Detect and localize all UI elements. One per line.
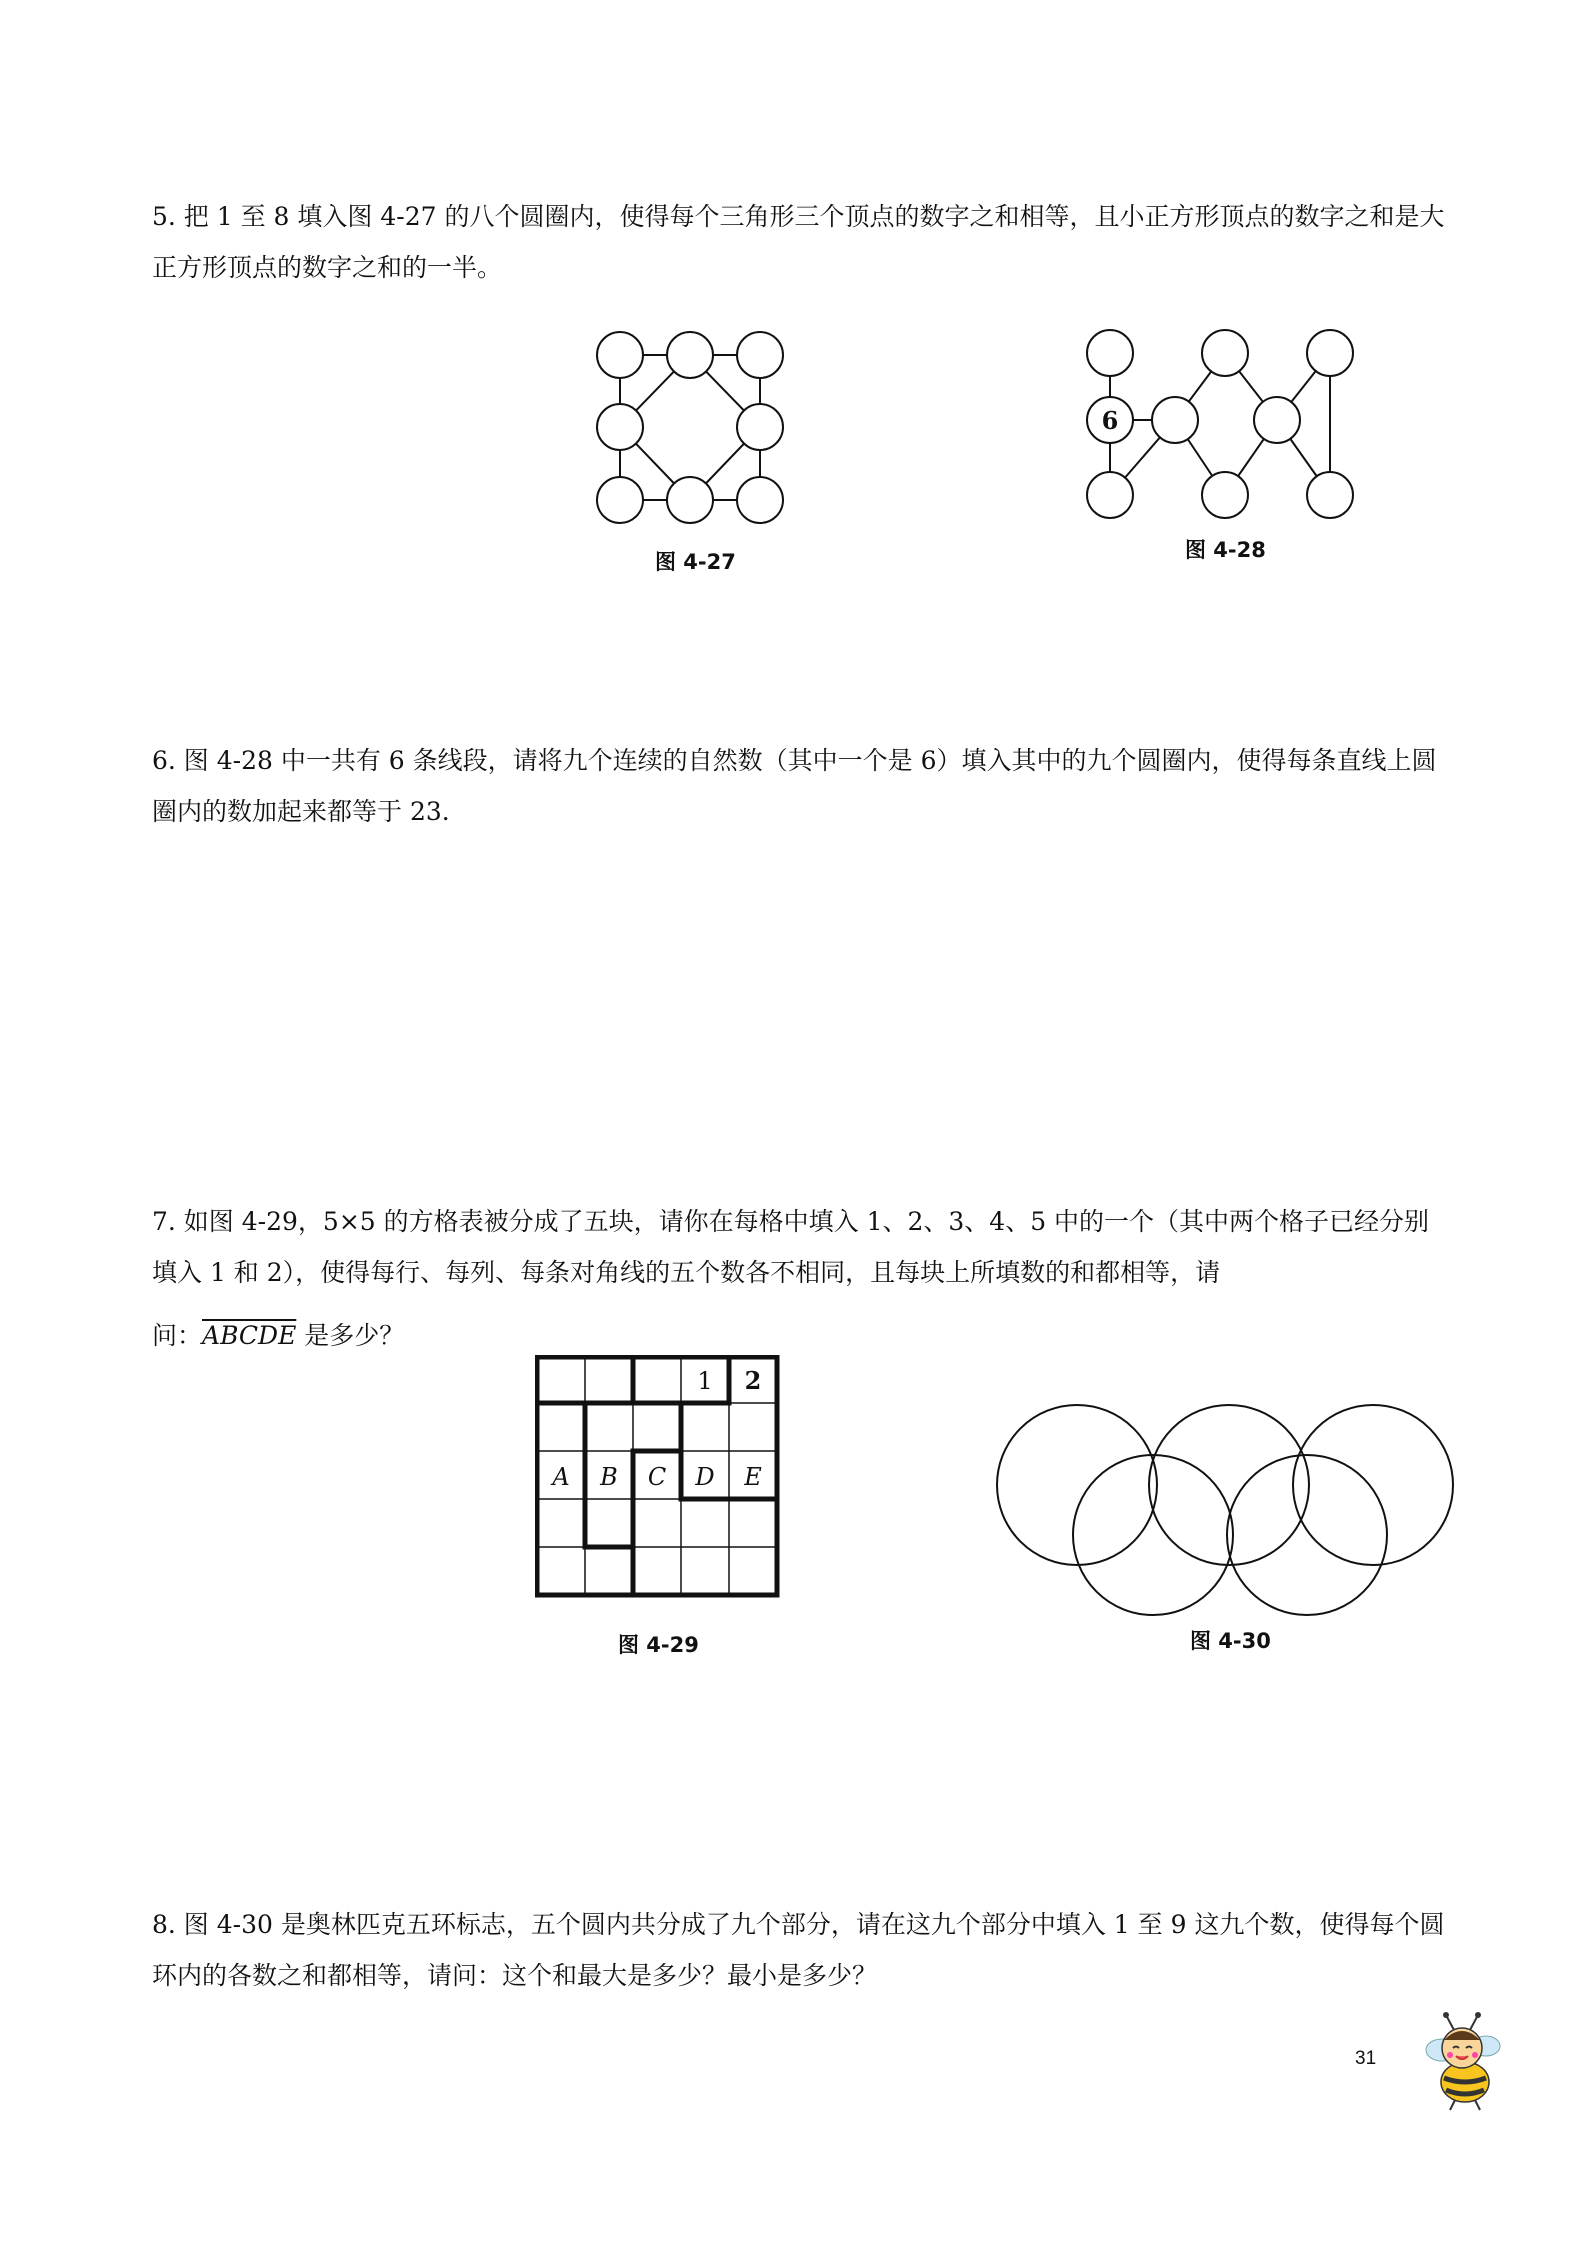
problem-7: [152, 1196, 1452, 1361]
given-number-6: 6: [1101, 406, 1119, 435]
figure-4-28: [1080, 325, 1360, 525]
circle: [1307, 330, 1353, 376]
circle: [1202, 330, 1248, 376]
letter-b: B: [600, 1463, 618, 1491]
circle: [597, 404, 643, 450]
letter-e: E: [744, 1463, 762, 1491]
ring-1: [997, 1405, 1157, 1565]
figure-4-27-caption: 图 4-27: [655, 550, 736, 574]
page-number: 31: [1355, 2048, 1377, 2069]
circle: [597, 332, 643, 378]
problem-8: [152, 1899, 1452, 2001]
question-suffix: 是多少？: [296, 1321, 405, 1350]
circle: [667, 332, 713, 378]
figure-4-30: [995, 1395, 1455, 1620]
circle: [1307, 472, 1353, 518]
circle: [667, 477, 713, 523]
letter-a: A: [552, 1463, 570, 1491]
abcde-overline: ABCDE: [202, 1321, 297, 1350]
problem-7-question: [152, 1310, 1452, 1361]
circle: [1254, 397, 1300, 443]
circle: [737, 332, 783, 378]
circle: [1087, 330, 1133, 376]
ring-5: [1227, 1455, 1387, 1615]
figure-4-28-caption: 图 4-28: [1185, 538, 1266, 562]
question-prefix: 问：: [152, 1321, 203, 1350]
problem-6: [152, 735, 1452, 837]
figure-4-30-caption: 图 4-30: [1190, 1629, 1271, 1653]
circle: [1152, 397, 1198, 443]
bee-mascot-icon: [1420, 2010, 1510, 2115]
figure-4-29-caption: 图 4-29: [618, 1633, 699, 1657]
figure-4-27: [580, 325, 800, 525]
ring-4: [1073, 1455, 1233, 1615]
problem-7-text: 7. 如图 4-29，5×5 的方格表被分成了五块，请你在每格中填入 1、2、3、4、5 中的一个（其中两个格子已经分别填入 1 和 2），使得每行、每列、每条对角线的五个数各不相同，且每块上所填数的和都相等，请: [152, 1207, 1430, 1287]
circle: [1087, 472, 1133, 518]
given-number-1: 1: [697, 1367, 713, 1395]
problem-5: [152, 191, 1452, 293]
ring-3: [1293, 1405, 1453, 1565]
circle: [737, 477, 783, 523]
letter-d: D: [695, 1463, 715, 1491]
circle: [597, 477, 643, 523]
problem-6-text: 6. 图 4-28 中一共有 6 条线段，请将九个连续的自然数（其中一个是 6）填入其中的九个圆圈内，使得每条直线上圆圈内的数加起来都等于 23.: [152, 746, 1437, 826]
problem-5-text: 5. 把 1 至 8 填入图 4-27 的八个圆圈内，使得每个三角形三个顶点的数字之和相等，且小正方形顶点的数字之和是大正方形顶点的数字之和的一半。: [152, 202, 1445, 282]
letter-c: C: [647, 1463, 667, 1491]
ring-2: [1149, 1405, 1309, 1565]
problem-8-text: 8. 图 4-30 是奥林匹克五环标志，五个圆内共分成了九个部分，请在这九个部分中填入 1 至 9 这九个数，使得每个圆环内的各数之和都相等，请问：这个和最大是多少？最小是多少？: [152, 1910, 1445, 1990]
figure-4-29: [535, 1355, 785, 1600]
given-number-2: 2: [744, 1366, 762, 1395]
circle: [737, 404, 783, 450]
circle: [1202, 472, 1248, 518]
